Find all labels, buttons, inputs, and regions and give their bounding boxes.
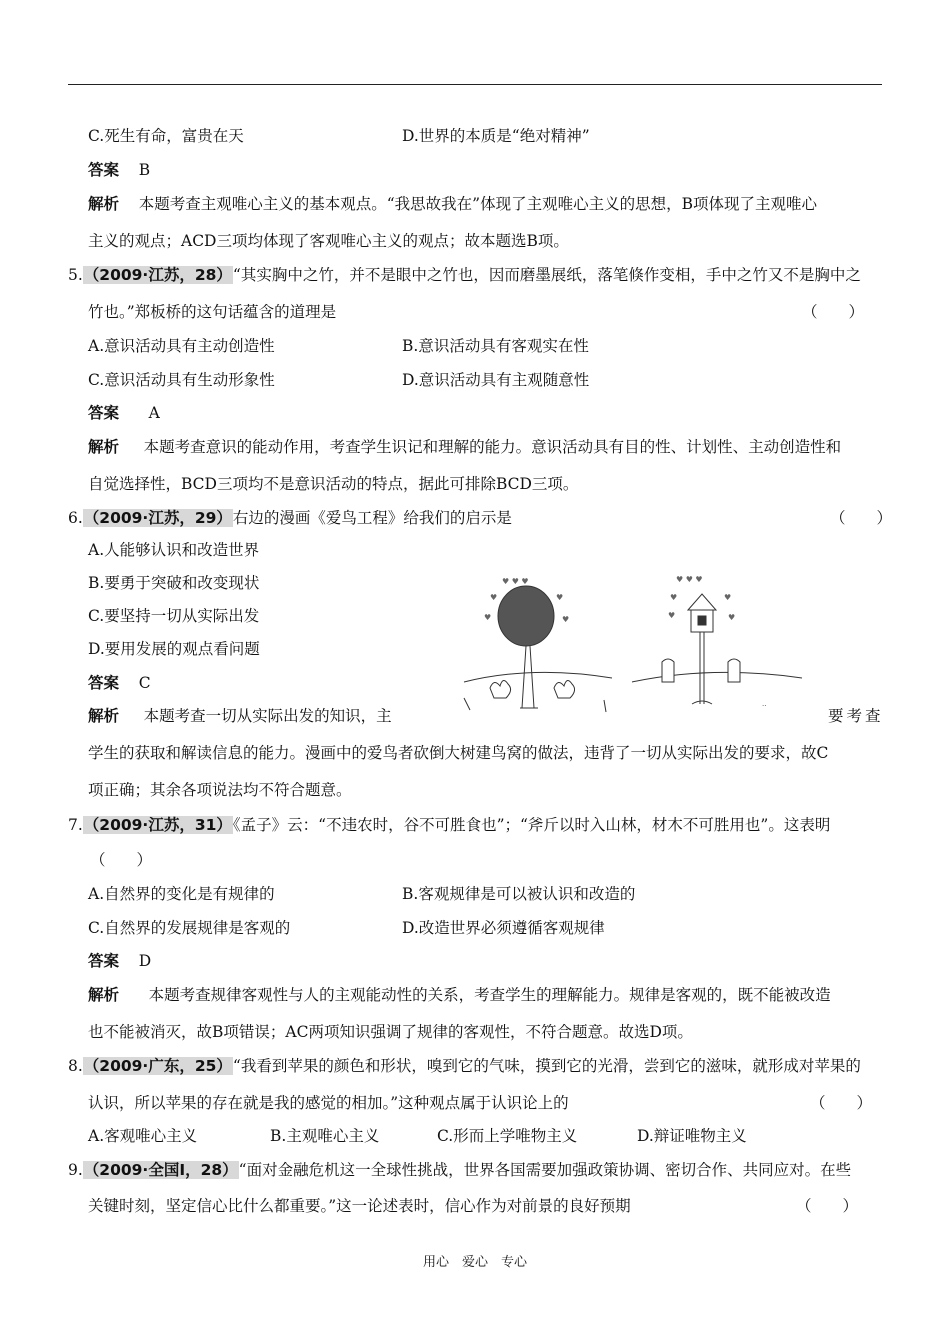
question-5-stem-cont: 竹也。”郑板桥的这句话蕴含的道理是 <box>88 303 337 321</box>
question-7-stem: 7.（2009·江苏，31）《孟子》云：“不违农时，谷不可胜食也”；“斧斤以时入山林，材木不可胜用也”。这表明 <box>68 816 831 834</box>
option-a: A.客观唯心主义 <box>88 1127 198 1145</box>
question-5-stem: 5.（2009·江苏，28）“其实胸中之竹，并不是眼中之竹也，因而磨墨展纸，落笔倏作变相，手中之竹又不是胸中之 <box>68 266 861 284</box>
option-b: B.意识活动具有客观实在性 <box>402 337 589 355</box>
answer-label: 答案 <box>88 161 120 179</box>
analysis-line-right: 要考查 <box>828 707 884 725</box>
analysis-line: 解析 本题考查主观唯心主义的基本观点。“我思故我在”体现了主观唯心主义的思想，B项体现了主观唯心 <box>88 195 817 213</box>
option-c: C.死生有命，富贵在天 <box>88 127 244 145</box>
svg-text:♥: ♥ <box>490 593 498 602</box>
answer-row <box>88 951 151 971</box>
answer-value: B <box>138 161 151 179</box>
option-b: B.要勇于突破和改变现状 <box>88 574 260 592</box>
analysis-line: 解析 本题考查规律客观性与人的主观能动性的关系，考查学生的理解能力。规律是客观的，既不能被改造 <box>88 986 831 1004</box>
answer-row <box>88 160 150 180</box>
option-a: A.人能够认识和改造世界 <box>88 541 260 559</box>
option-c: C.意识活动具有生动形象性 <box>88 371 275 389</box>
answer-blank: （ ） <box>830 509 893 527</box>
analysis-label: 解析 <box>88 195 120 213</box>
source-tag: （2009·广东，25） <box>83 1057 232 1075</box>
header-rule <box>68 84 882 85</box>
answer-label: 答案 <box>88 674 120 692</box>
answer-blank: （ ） <box>802 303 865 321</box>
source-tag: （2009·江苏，29） <box>83 509 232 527</box>
answer-value: C <box>138 674 151 692</box>
answer-row <box>88 403 160 423</box>
analysis-label: 解析 <box>88 707 120 725</box>
analysis-line: 解析 本题考查一切从实际出发的知识，主 <box>88 707 392 725</box>
source-tag: （2009·江苏，31） <box>83 816 232 834</box>
svg-text:♥: ♥ <box>556 593 564 602</box>
answer-label: 答案 <box>88 952 120 970</box>
analysis-label: 解析 <box>88 438 120 456</box>
question-9-stem-cont: 关键时刻，坚定信心比什么都重要。”这一论述表时，信心作为对前景的良好预期 <box>88 1197 631 1215</box>
analysis-line: 项正确；其余各项说法均不符合题意。 <box>88 781 352 799</box>
cartoon-left-panel <box>464 577 612 712</box>
answer-blank: （ ） <box>810 1094 873 1112</box>
option-d: D.意识活动具有主观随意性 <box>402 371 590 389</box>
source-tag: （2009·江苏，28） <box>83 266 232 284</box>
answer-label: 答案 <box>88 404 120 422</box>
bird-cartoon-image <box>462 570 808 720</box>
question-8-stem: 8.（2009·广东，25）“我看到苹果的颜色和形状，嗅到它的气味，摸到它的光滑，尝到它的滋味，就形成对苹果的 <box>68 1057 861 1075</box>
option-b: B.客观规律是可以被认识和改造的 <box>402 885 636 903</box>
analysis-line: 也不能被消灭，故B项错误；AC两项知识强调了规律的客观性，不符合题意。故选D项。 <box>88 1023 693 1041</box>
svg-text:♥: ♥ <box>728 613 736 622</box>
svg-text:♥: ♥ <box>724 593 732 602</box>
answer-row <box>88 673 151 693</box>
question-8-stem-cont: 认识，所以苹果的存在就是我的感觉的相加。”这种观点属于认识论上的 <box>88 1094 569 1112</box>
option-c: C.形而上学唯物主义 <box>437 1127 578 1145</box>
option-d: D.辩证唯物主义 <box>637 1127 747 1145</box>
answer-blank: （ ） <box>796 1197 859 1215</box>
cartoon-right-panel <box>632 575 802 708</box>
source-tag: （2009·全国Ⅰ，28） <box>83 1161 238 1179</box>
analysis-line: 解析 本题考查意识的能动作用，考查学生识记和理解的能力。意识活动具有目的性、计划性、主动创造性和 <box>88 438 842 456</box>
option-a: A.自然界的变化是有规律的 <box>88 885 275 903</box>
answer-value: D <box>138 952 152 970</box>
svg-text:♥: ♥ <box>484 613 492 622</box>
svg-text:..: .. <box>762 700 767 708</box>
question-6-stem: 6.（2009·江苏，29）右边的漫画《爱鸟工程》给我们的启示是 <box>68 509 512 527</box>
svg-text:♥ ♥ ♥: ♥ ♥ ♥ <box>502 577 529 586</box>
option-c: C.自然界的发展规律是客观的 <box>88 919 291 937</box>
svg-text:♥: ♥ <box>668 611 676 620</box>
option-a: A.意识活动具有主动创造性 <box>88 337 275 355</box>
analysis-line: 主义的观点；ACD三项均体现了客观唯心主义的观点；故本题选B项。 <box>88 232 569 250</box>
analysis-label: 解析 <box>88 986 120 1004</box>
svg-text:♥: ♥ <box>670 593 678 602</box>
analysis-line: 学生的获取和解读信息的能力。漫画中的爱鸟者砍倒大树建鸟窝的做法，违背了一切从实际出发的要求，故C <box>88 744 829 762</box>
option-b: B.主观唯心主义 <box>270 1127 380 1145</box>
question-9-stem: 9.（2009·全国Ⅰ，28）“面对金融危机这一全球性挑战，世界各国需要加强政策协调、密切合作、共同应对。在些 <box>68 1161 852 1179</box>
answer-blank: （ ） <box>90 851 153 869</box>
answer-value: A <box>148 404 160 422</box>
option-c: C.要坚持一切从实际出发 <box>88 607 260 625</box>
option-d: D.世界的本质是“绝对精神” <box>402 127 590 145</box>
svg-text:♥: ♥ <box>562 615 570 624</box>
svg-text:♥ ♥ ♥: ♥ ♥ ♥ <box>676 575 703 584</box>
analysis-line: 自觉选择性，BCD三项均不是意识活动的特点，据此可排除BCD三项。 <box>88 475 579 493</box>
option-d: D.改造世界必须遵循客观规律 <box>402 919 605 937</box>
option-d: D.要用发展的观点看问题 <box>88 640 260 658</box>
page-footer: 用心 爱心 专心 <box>422 1255 527 1270</box>
